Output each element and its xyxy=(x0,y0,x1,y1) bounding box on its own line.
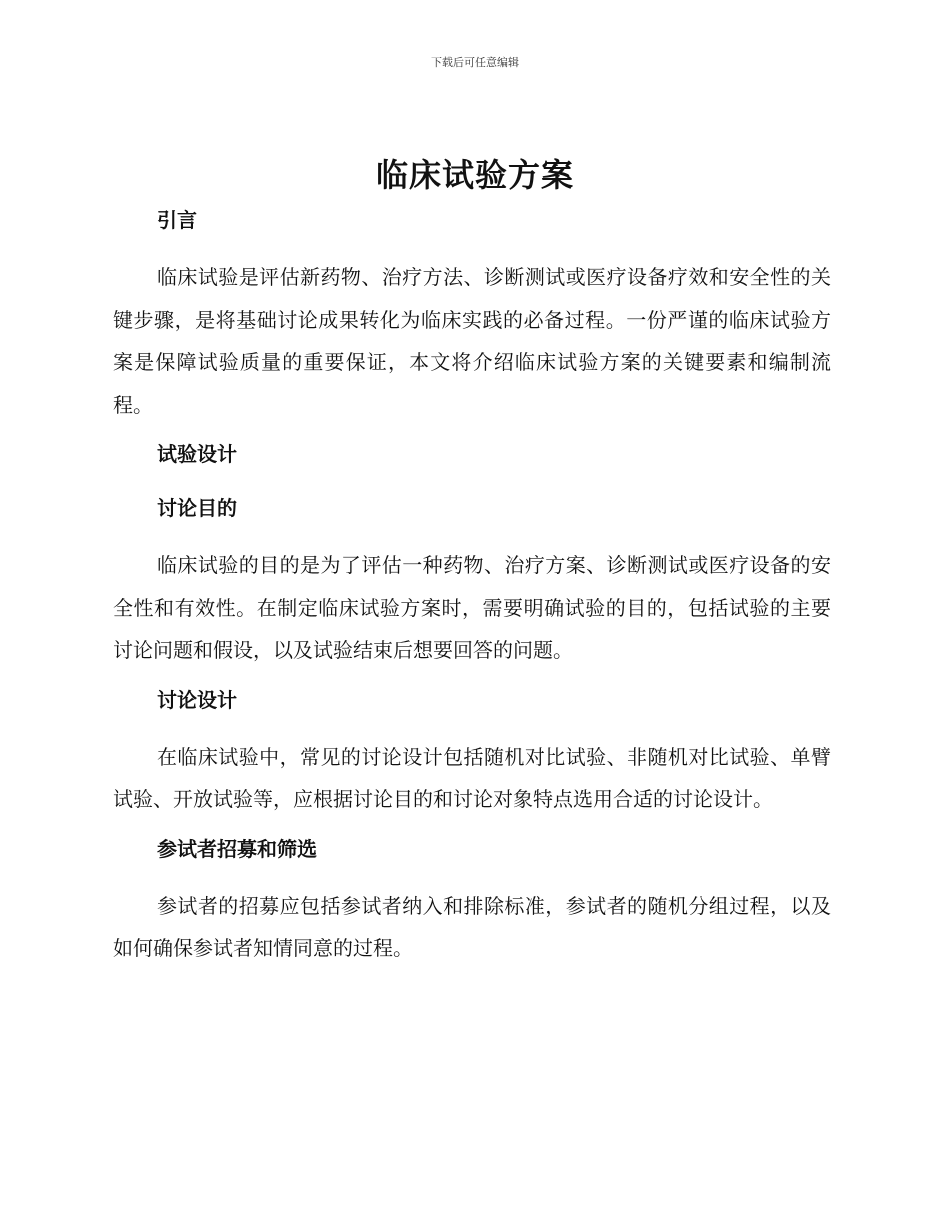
section-heading-study-design: 讨论设计 xyxy=(157,687,237,712)
paragraph-intro: 临床试验是评估新药物、治疗方法、诊断测试或医疗设备疗效和安全性的关键步骤，是将基础讨论成果转化为临床实践的必备过程。一份严谨的临床试验方案是保障试验质量的重要保证，本文将介绍临床试验方案的关键要素和编制流程。 xyxy=(113,265,831,417)
document-body xyxy=(113,202,831,970)
section-heading-recruitment: 参试者招募和筛选 xyxy=(157,836,317,861)
paragraph-study-design: 在临床试验中，常见的讨论设计包括随机对比试验、非随机对比试验、单臂试验、开放试验等，应根据讨论目的和讨论对象特点选用合适的讨论设计。 xyxy=(113,744,831,811)
paragraph-recruitment: 参试者的招募应包括参试者纳入和排除标准，参试者的随机分组过程，以及如何确保参试者知情同意的过程。 xyxy=(113,893,831,960)
section-heading-purpose: 讨论目的 xyxy=(157,496,237,520)
section-heading-intro: 引言 xyxy=(157,208,197,232)
paragraph-purpose: 临床试验的目的是为了评估一种药物、治疗方案、诊断测试或医疗设备的安全性和有效性。在制定临床试验方案时，需要明确试验的目的，包括试验的主要讨论问题和假设，以及试验结束后想要回答的问题。 xyxy=(113,553,831,662)
section-heading-design: 试验设计 xyxy=(157,442,237,466)
header-note: 下载后可任意编辑 xyxy=(431,56,519,69)
document-title: 临床试验方案 xyxy=(375,156,574,194)
